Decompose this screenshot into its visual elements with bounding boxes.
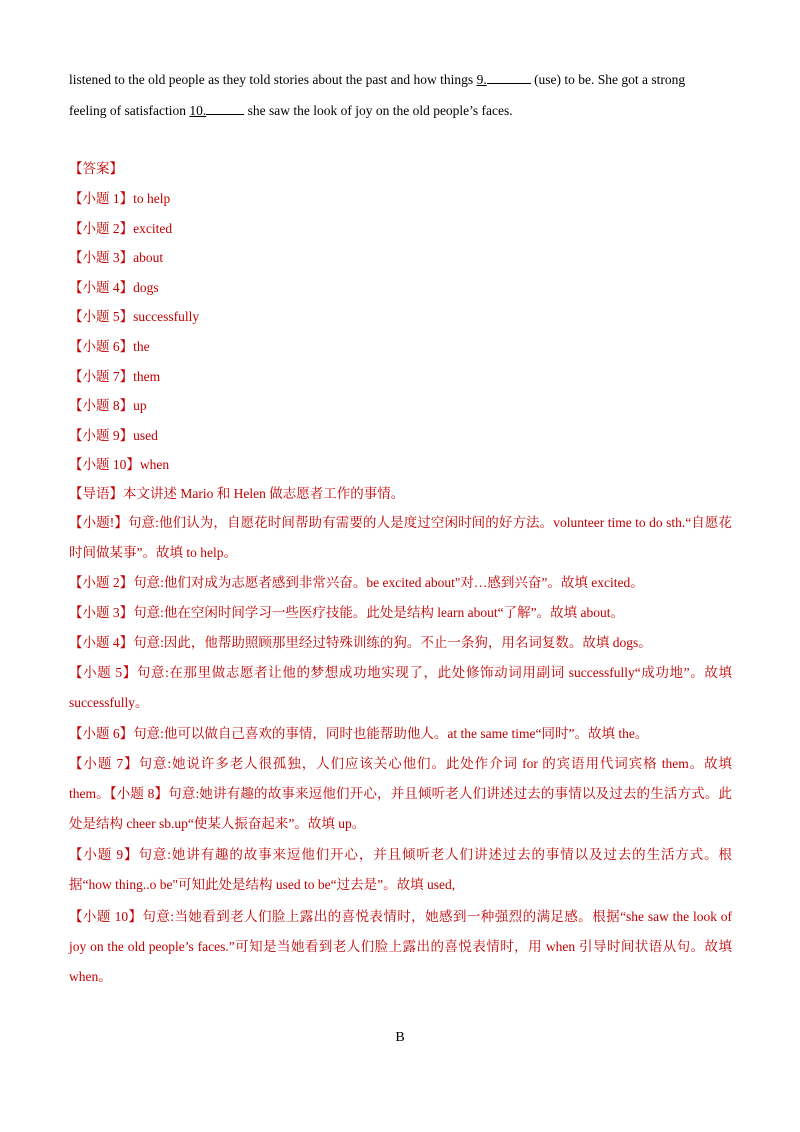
answer-label: 【小题 8】 xyxy=(69,398,134,414)
answer-label: 【小题 1】 xyxy=(69,191,134,206)
passage-line-2: feeling of satisfaction 10. she saw the look of joy on the old people’s faces. xyxy=(69,103,513,118)
blank-10-line xyxy=(206,101,244,115)
explanation-q10: 【小题 10】句意:当她看到老人们脸上露出的喜悦表情时，她感到一种强烈的满足感。根据“she saw the look of joy on the old people’s faces.”可知是当她看到老人们脸上露出的喜悦表情时，用 when 引导时间状语从句。故填 when。 xyxy=(69,909,732,984)
answer-value: the xyxy=(133,339,150,354)
answer-value: to help xyxy=(133,191,171,206)
answer-label: 【小题 7】 xyxy=(69,368,134,384)
answer-label: 【小题 9】 xyxy=(69,427,134,443)
answer-value: successfully xyxy=(133,309,200,325)
blank-10-number: 10. xyxy=(189,103,207,118)
answer-label: 【小题 4】 xyxy=(69,279,134,295)
explanation-q6: 【小题 6】句意:他可以做自己喜欢的事情，同时也能帮助他人。at the same time“同时”。故填 the。 xyxy=(69,726,649,741)
answer-label: 【小题 6】 xyxy=(69,339,134,354)
answer-label: 【小题 2】 xyxy=(69,220,134,236)
answer-item xyxy=(69,308,199,326)
answer-value: about xyxy=(133,250,164,266)
blank-9-number: 9. xyxy=(476,72,487,87)
explanation-q4: 【小题 4】句意:因此，他帮助照顾那里经过特殊训练的狗。不止一条狗，用名词复数。故填 dogs。 xyxy=(69,635,652,650)
explanation-q7-q8: 【小题 7】句意:她说许多老人很孤独，人们应该关心他们。此处作介词 for 的宾语用代词宾格 them。故填 them。【小题 8】句意:她讲有趣的故事来逗他们开心，并且倾听老人们讲述过去的事情以及过去的生活方式。此处是结构 cheer sb.up“使某人振奋起来”。故填 up。 xyxy=(69,756,732,831)
answer-label: 【小题 10】 xyxy=(69,457,140,473)
passage-text xyxy=(69,64,732,126)
answer-value: them xyxy=(133,368,161,384)
answer-value: up xyxy=(133,398,147,414)
explanation-q5: 【小题 5】句意:在那里做志愿者让他的梦想成功地实现了，此处修饰动词用副词 successfully“成功地”。故填 successfully。 xyxy=(69,665,732,710)
answer-label: 【小题 3】 xyxy=(69,250,134,266)
answer-item xyxy=(69,220,172,238)
answer-item xyxy=(69,190,170,208)
passage-line-1: listened to the old people as they told stories about the past and how things 9. (use) to be. She got a strong xyxy=(69,72,686,87)
answer-item xyxy=(69,397,147,415)
answer-item xyxy=(69,249,163,267)
explanation-q9: 【小题 9】句意:她讲有趣的故事来逗他们开心，并且倾听老人们讲述过去的事情以及过去的生活方式。根据“how thing..o be"可知此处是结构 used to be“过去是”。故填 used, xyxy=(69,847,732,892)
answer-value: used xyxy=(133,427,158,443)
answer-item xyxy=(69,338,150,356)
explanation-q1: 【小题!】句意:他们认为，自愿花时间帮助有需要的人是度过空闲时间的好方法。volunteer time to do sth.“自愿花时间做某事”。故填 to help。 xyxy=(69,515,732,560)
blank-9-line xyxy=(487,70,531,84)
explanation-q3: 【小题 3】句意:他在空闲时间学习一些医疗技能。此处是结构 learn about“了解”。故填 about。 xyxy=(69,605,624,620)
answer-item xyxy=(69,279,159,297)
answers-header: 【答案】 xyxy=(69,161,123,176)
answer-item xyxy=(69,427,158,445)
answer-value: dogs xyxy=(133,279,159,295)
answer-value: excited xyxy=(133,220,173,236)
section-letter: B xyxy=(395,1030,405,1045)
explanation-q2: 【小题 2】句意:他们对成为志愿者感到非常兴奋。be excited about"对…感到兴奋”。故填 excited。 xyxy=(69,575,644,590)
answer-value: when xyxy=(139,457,170,473)
answer-item xyxy=(69,368,160,386)
answer-label: 【小题 5】 xyxy=(69,309,134,325)
guide-text: 【导语】本文讲述 Mario 和 Helen 做志愿者工作的事情。 xyxy=(69,486,405,501)
answer-item xyxy=(69,456,169,474)
